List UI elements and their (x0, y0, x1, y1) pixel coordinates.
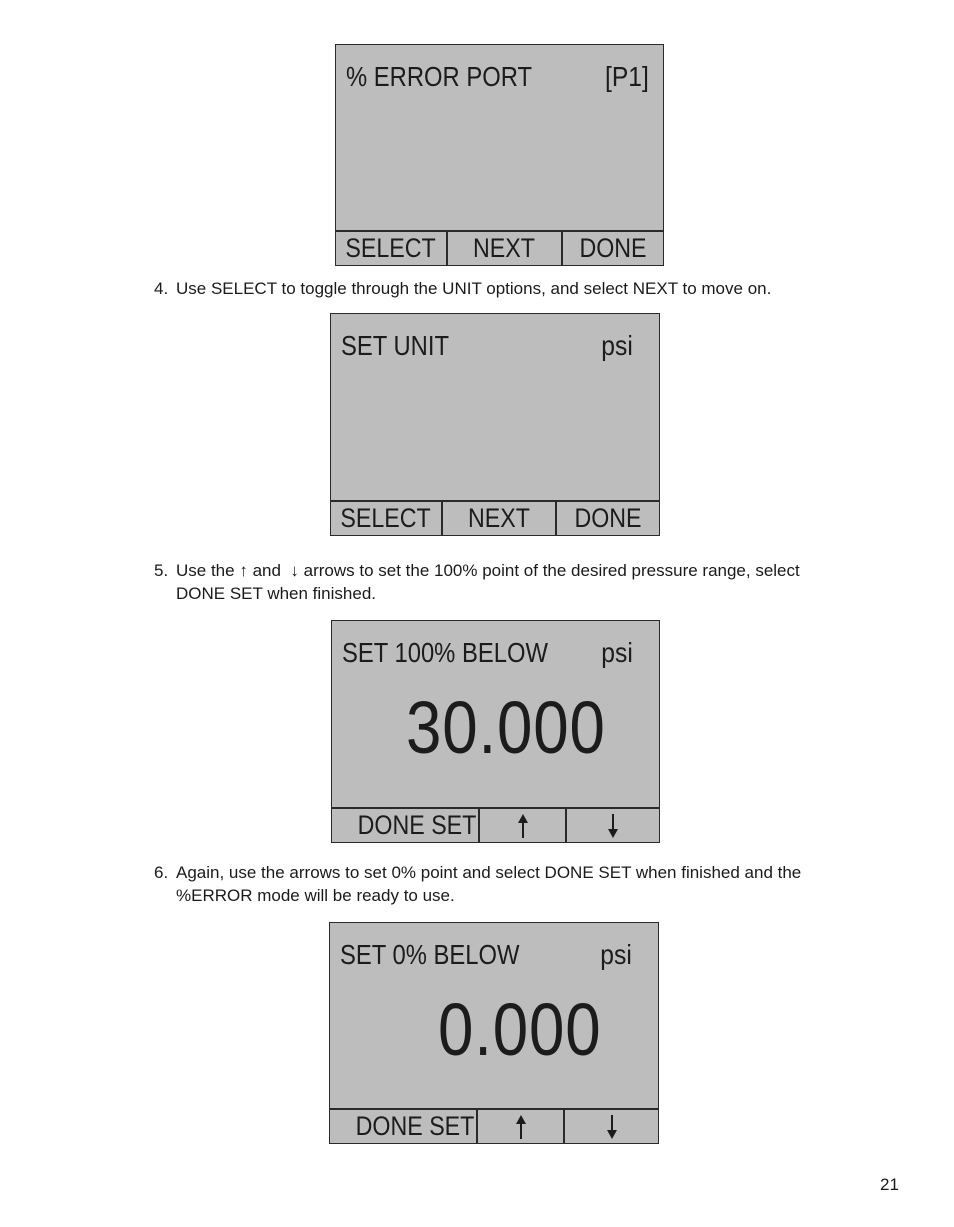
port-indicator: [P1] (605, 61, 649, 92)
page-number: 21 (880, 1175, 899, 1194)
screen-title: SET 0% BELOW (340, 939, 520, 970)
step-5 (154, 559, 800, 605)
up-arrow-softkey[interactable] (478, 809, 565, 842)
down-arrow-softkey[interactable] (565, 809, 659, 842)
step-text-line1: Again, use the arrows to set 0% point and select DONE SET when finished and the (176, 863, 802, 882)
step-text-line2: DONE SET when finished. (176, 584, 376, 603)
done-set-softkey[interactable]: DONE SET (355, 1111, 475, 1141)
select-softkey[interactable]: SELECT (345, 233, 437, 263)
up-arrow-icon (514, 1114, 528, 1140)
next-softkey[interactable]: NEXT (446, 232, 561, 265)
lcd-screen-set-100-below (331, 620, 660, 843)
up-arrow-symbol: ↑ (239, 561, 248, 580)
pressure-value: 30.000 (406, 686, 606, 769)
down-arrow-softkey[interactable] (563, 1110, 658, 1143)
screen-title: % ERROR PORT (346, 61, 533, 92)
unit-indicator: psi (601, 330, 633, 361)
screen-title: SET 100% BELOW (342, 637, 548, 668)
step-6 (154, 861, 801, 907)
step-text: Use SELECT to toggle through the UNIT options, and select NEXT to move on. (176, 279, 772, 298)
done-set-softkey[interactable]: DONE SET (357, 810, 477, 840)
step-text-part3: arrows to set the 100% point of the desired pressure range, select (303, 561, 800, 580)
done-softkey[interactable]: DONE (561, 232, 663, 265)
down-arrow-icon (605, 1114, 619, 1140)
softkey-bar (332, 807, 659, 842)
step-number: 4. (154, 279, 169, 298)
softkey-bar (336, 230, 663, 265)
lcd-screen-error-port (335, 44, 664, 266)
down-arrow-icon (606, 813, 620, 839)
down-arrow-symbol: ↓ (290, 561, 299, 580)
step-number: 5. (154, 561, 169, 580)
lcd-screen-set-0-below (329, 922, 659, 1144)
up-arrow-icon (516, 813, 530, 839)
lcd-screen-set-unit (330, 313, 660, 536)
done-softkey[interactable]: DONE (555, 502, 659, 535)
next-softkey[interactable]: NEXT (441, 502, 555, 535)
step-4 (154, 277, 771, 300)
up-arrow-softkey[interactable] (476, 1110, 563, 1143)
step-number: 6. (154, 863, 169, 882)
unit-indicator: psi (601, 637, 633, 668)
unit-indicator: psi (600, 939, 632, 970)
step-text-line2: %ERROR mode will be ready to use. (176, 886, 455, 905)
step-text-part2: and (252, 561, 281, 580)
screen-title: SET UNIT (341, 330, 450, 361)
softkey-bar (330, 1108, 658, 1143)
select-softkey[interactable]: SELECT (340, 503, 432, 533)
softkey-bar (331, 500, 659, 535)
pressure-value: 0.000 (438, 988, 602, 1071)
step-text-part1: Use the (176, 561, 235, 580)
